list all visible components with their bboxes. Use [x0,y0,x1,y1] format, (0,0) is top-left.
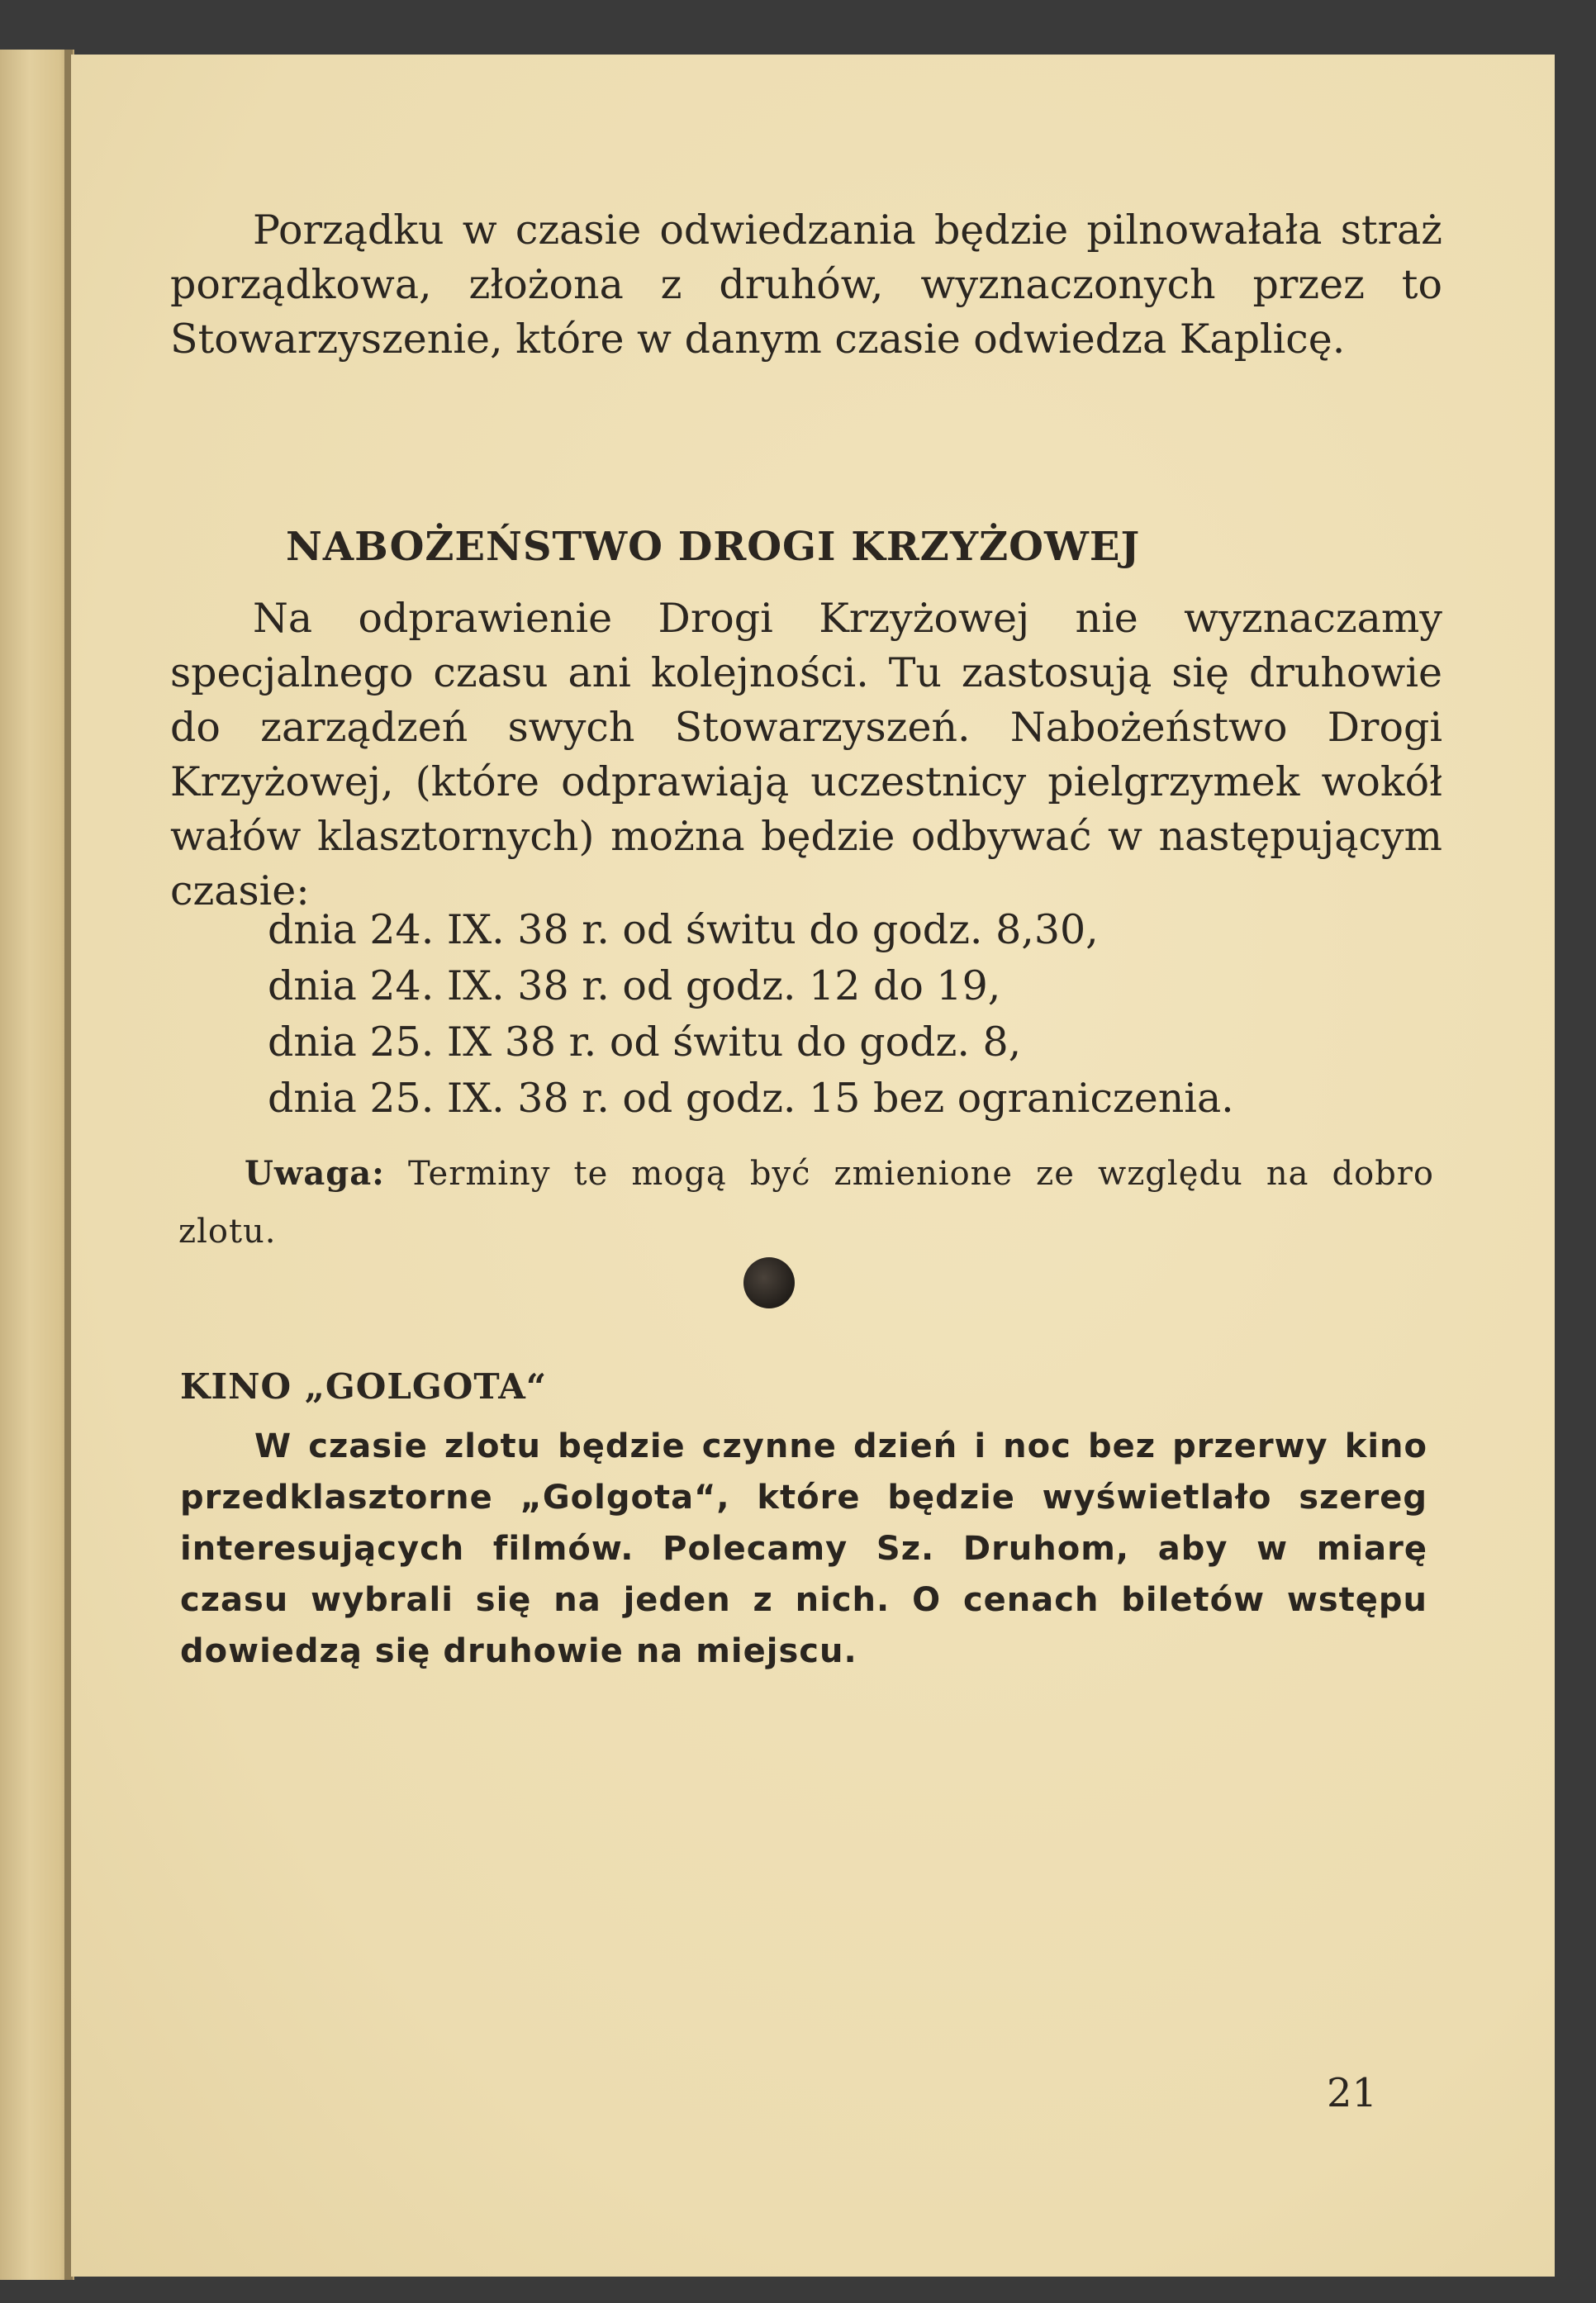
previous-page-edge [0,50,74,2280]
note-text: Terminy te mogą być zmienione ze względu na dobro zlotu. [178,1155,1434,1251]
note-label: Uwaga: [245,1154,385,1193]
intro-paragraph: Porządku w czasie odwiedzania będzie pilnowałała straż porządkowa, złożona z druhów, wyznaczonych przez to Stowarzyszenie, które w danym czasie odwiedza Kaplicę. [170,207,1442,363]
schedule-item: dnia 24. IX. 38 r. od godz. 12 do 19, [268,962,1001,1009]
note-paragraph [178,1145,1434,1261]
schedule-item: dnia 24. IX. 38 r. od świtu do godz. 8,30, [268,906,1099,953]
schedule-list [268,902,1424,1127]
book-page [71,55,1555,2277]
schedule-item: dnia 25. IX. 38 r. od godz. 15 bez ograniczenia. [268,1075,1234,1122]
section-heading-cinema: KINO „GOLGOTA“ [180,1366,548,1407]
section-heading-stations-of-the-cross: NABOŻEŃSTWO DROGI KRZYŻOWEJ [286,524,1141,570]
page-number: 21 [1327,2070,1378,2116]
cinema-paragraph: W czasie zlotu będzie czynne dzień i noc bez przerwy kino przedklasztorne „Golgota“, które będzie wyświetlało szereg interesujących filmów. Polecamy Sz. Druhom, aby w miarę czasu wybrali się na jeden z nich. O cenach biletów wstępu dowiedzą się druhowie na miejscu. [180,1427,1427,1670]
section-divider-dot [743,1257,795,1308]
stations-of-the-cross-paragraph: Na odprawienie Drogi Krzyżowej nie wyznaczamy specjalnego czasu ani kolejności. Tu zastosują się druhowie do zarządzeń swych Stowarzyszeń. Nabożeństwo Drogi Krzyżowej, (które odprawiają uczestnicy pielgrzymek wokół wałów klasztornych) można będzie odbywać w następującym czasie: [170,595,1442,914]
schedule-item: dnia 25. IX 38 r. od świtu do godz. 8, [268,1019,1022,1066]
